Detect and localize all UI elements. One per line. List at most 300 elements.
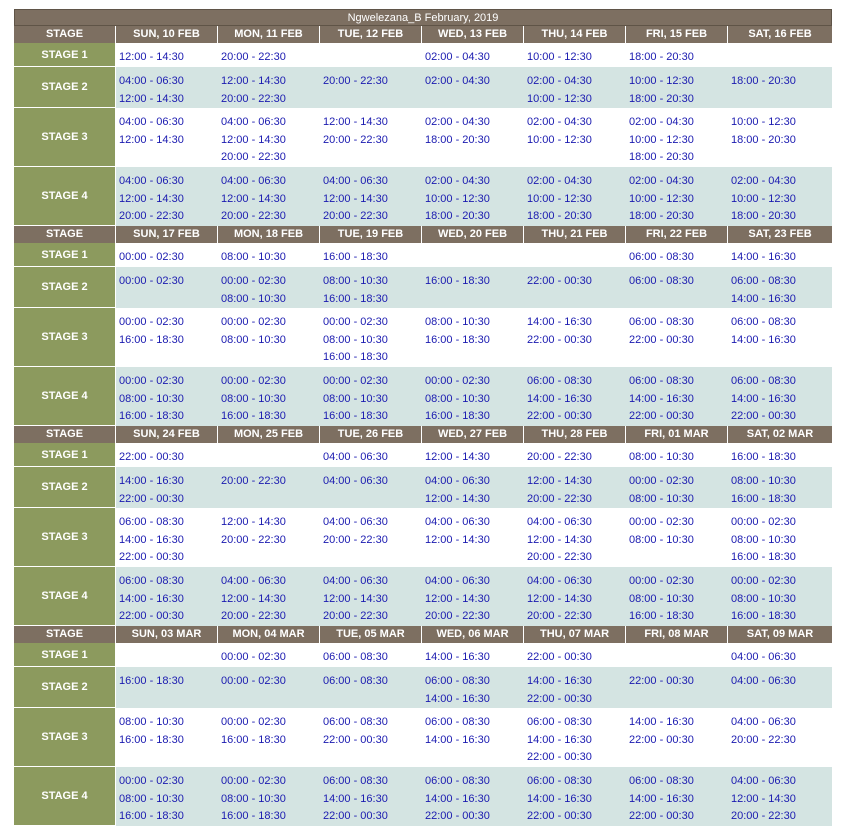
time-slot: 10:00 - 12:30 (527, 133, 592, 146)
time-slot: 12:00 - 14:30 (221, 133, 286, 146)
schedule-cell (422, 708, 524, 767)
time-slot: 20:00 - 22:30 (425, 610, 490, 622)
time-slot: 18:00 - 20:30 (731, 133, 796, 146)
time-slot: 16:00 - 18:30 (119, 675, 184, 687)
schedule-cell (320, 667, 422, 708)
stage-label: STAGE 3 (14, 708, 116, 767)
schedule-cell (524, 508, 626, 567)
time-slot: 04:00 - 06:30 (323, 175, 388, 187)
stage-row (14, 508, 832, 567)
time-slot: 20:00 - 22:30 (323, 533, 388, 546)
day-header: TUE, 12 FEB (320, 26, 422, 43)
stage-label: STAGE 2 (14, 67, 116, 108)
time-slot: 18:00 - 20:30 (629, 51, 694, 63)
time-slot: 16:00 - 18:30 (119, 410, 184, 422)
time-slot: 14:00 - 16:30 (527, 316, 592, 328)
schedule-cell (728, 708, 832, 767)
stage-label: STAGE 3 (14, 508, 116, 567)
day-header: TUE, 19 FEB (320, 226, 422, 243)
schedule-cell (218, 508, 320, 567)
time-slot: 18:00 - 20:30 (629, 92, 694, 105)
stage-row (14, 243, 832, 267)
schedule-cell (524, 467, 626, 508)
schedule-cell (320, 67, 422, 108)
schedule-cell (116, 567, 218, 626)
schedule-cell (116, 67, 218, 108)
time-slot: 04:00 - 06:30 (323, 451, 388, 463)
time-slot: 08:00 - 10:30 (221, 792, 286, 805)
schedule-cell (218, 243, 320, 267)
schedule-cell (524, 308, 626, 367)
schedule-cell (728, 167, 832, 226)
schedule-cell (320, 367, 422, 426)
time-slot: 06:00 - 08:30 (527, 775, 592, 787)
time-slot: 22:00 - 00:30 (425, 810, 490, 822)
schedule-cell (320, 167, 422, 226)
time-slot: 08:00 - 10:30 (221, 333, 286, 346)
time-slot: 12:00 - 14:30 (323, 116, 388, 128)
stage-row (14, 567, 832, 626)
time-slot: 06:00 - 08:30 (527, 375, 592, 387)
schedule-cell (320, 467, 422, 508)
time-slot: 22:00 - 00:30 (527, 651, 592, 663)
time-slot: 00:00 - 02:30 (221, 675, 286, 687)
schedule-sheet (14, 9, 832, 826)
schedule-cell (320, 443, 422, 467)
schedule-cell (524, 67, 626, 108)
day-header: SUN, 03 MAR (116, 626, 218, 643)
schedule-cell (626, 67, 728, 108)
time-slot: 12:00 - 14:30 (221, 75, 286, 87)
time-slot: 12:00 - 14:30 (221, 192, 286, 205)
time-slot: 22:00 - 00:30 (731, 410, 796, 422)
time-slot: 02:00 - 04:30 (425, 75, 490, 87)
time-slot: 12:00 - 14:30 (119, 133, 184, 146)
time-slot: 04:00 - 06:30 (221, 575, 286, 587)
time-slot: 16:00 - 18:30 (629, 610, 694, 622)
stage-row (14, 667, 832, 708)
stage-row (14, 267, 832, 308)
time-slot: 20:00 - 22:30 (731, 810, 796, 822)
schedule-cell (218, 643, 320, 667)
time-slot: 14:00 - 16:30 (323, 792, 388, 805)
time-slot: 20:00 - 22:30 (527, 551, 592, 563)
time-slot: 04:00 - 06:30 (323, 575, 388, 587)
time-slot: 00:00 - 02:30 (221, 275, 286, 287)
stage-label: STAGE 4 (14, 367, 116, 426)
time-slot: 20:00 - 22:30 (527, 610, 592, 622)
schedule-cell (218, 43, 320, 67)
time-slot: 04:00 - 06:30 (425, 475, 490, 487)
day-header: TUE, 26 FEB (320, 426, 422, 443)
schedule-cell (626, 467, 728, 508)
time-slot: 06:00 - 08:30 (425, 775, 490, 787)
day-header: TUE, 05 MAR (320, 626, 422, 643)
stage-label: STAGE 4 (14, 767, 116, 826)
time-slot: 06:00 - 08:30 (323, 775, 388, 787)
day-header: SAT, 23 FEB (728, 226, 832, 243)
schedule-cell (524, 708, 626, 767)
schedule-cell (728, 243, 832, 267)
day-header: THU, 07 MAR (524, 626, 626, 643)
time-slot: 12:00 - 14:30 (119, 51, 184, 63)
schedule-cell (422, 643, 524, 667)
schedule-cell (524, 108, 626, 167)
schedule-cell (728, 367, 832, 426)
time-slot: 20:00 - 22:30 (527, 451, 592, 463)
time-slot: 14:00 - 16:30 (629, 792, 694, 805)
time-slot: 00:00 - 02:30 (731, 516, 796, 528)
schedule-cell (728, 467, 832, 508)
time-slot: 06:00 - 08:30 (119, 516, 184, 528)
time-slot: 00:00 - 02:30 (221, 375, 286, 387)
time-slot: 06:00 - 08:30 (731, 316, 796, 328)
time-slot: 06:00 - 08:30 (629, 375, 694, 387)
day-header: SAT, 16 FEB (728, 26, 832, 43)
time-slot: 10:00 - 12:30 (731, 192, 796, 205)
schedule-cell (422, 267, 524, 308)
time-slot: 10:00 - 12:30 (425, 192, 490, 205)
schedule-cell (626, 167, 728, 226)
schedule-cell (218, 67, 320, 108)
schedule-cell (218, 567, 320, 626)
schedule-cell (422, 243, 524, 267)
stage-label: STAGE 3 (14, 108, 116, 167)
time-slot: 08:00 - 10:30 (629, 533, 694, 546)
time-slot: 16:00 - 18:30 (323, 292, 388, 305)
time-slot: 02:00 - 04:30 (629, 116, 694, 128)
time-slot: 16:00 - 18:30 (119, 810, 184, 822)
schedule-cell (626, 767, 728, 826)
time-slot: 12:00 - 14:30 (221, 516, 286, 528)
stage-column-header: STAGE (14, 226, 116, 243)
schedule-cell (626, 243, 728, 267)
schedule-cell (218, 367, 320, 426)
time-slot: 00:00 - 02:30 (119, 775, 184, 787)
schedule-cell (626, 43, 728, 67)
schedule-cell (626, 443, 728, 467)
schedule-cell (116, 643, 218, 667)
time-slot: 00:00 - 02:30 (221, 316, 286, 328)
day-header: SUN, 10 FEB (116, 26, 218, 43)
time-slot: 14:00 - 16:30 (425, 733, 490, 746)
time-slot: 02:00 - 04:30 (731, 175, 796, 187)
time-slot: 04:00 - 06:30 (731, 716, 796, 728)
day-header: MON, 04 MAR (218, 626, 320, 643)
time-slot: 12:00 - 14:30 (527, 592, 592, 605)
schedule-cell (218, 708, 320, 767)
schedule-cell (422, 308, 524, 367)
time-slot: 00:00 - 02:30 (221, 775, 286, 787)
stage-row (14, 108, 832, 167)
schedule-cell (422, 767, 524, 826)
time-slot: 02:00 - 04:30 (527, 75, 592, 87)
time-slot: 00:00 - 02:30 (629, 516, 694, 528)
schedule-cell (218, 767, 320, 826)
day-header: THU, 21 FEB (524, 226, 626, 243)
time-slot: 12:00 - 14:30 (527, 475, 592, 487)
time-slot: 04:00 - 06:30 (323, 475, 388, 487)
time-slot: 12:00 - 14:30 (323, 192, 388, 205)
stage-row (14, 67, 832, 108)
schedule-cell (422, 43, 524, 67)
schedule-cell (422, 67, 524, 108)
time-slot: 02:00 - 04:30 (629, 175, 694, 187)
time-slot: 04:00 - 06:30 (731, 775, 796, 787)
schedule-cell (626, 367, 728, 426)
schedule-cell (218, 267, 320, 308)
day-header: THU, 28 FEB (524, 426, 626, 443)
schedule-cell (728, 67, 832, 108)
time-slot: 22:00 - 00:30 (323, 810, 388, 822)
stage-label: STAGE 3 (14, 308, 116, 367)
time-slot: 04:00 - 06:30 (731, 675, 796, 687)
day-header: WED, 13 FEB (422, 26, 524, 43)
time-slot: 22:00 - 00:30 (527, 810, 592, 822)
time-slot: 02:00 - 04:30 (425, 175, 490, 187)
stage-row (14, 167, 832, 226)
schedule-cell (218, 108, 320, 167)
stage-label: STAGE 1 (14, 643, 116, 667)
schedule-cell (320, 643, 422, 667)
time-slot: 06:00 - 08:30 (323, 675, 388, 687)
schedule-cell (728, 308, 832, 367)
time-slot: 14:00 - 16:30 (119, 533, 184, 546)
schedule-cell (626, 667, 728, 708)
day-header: FRI, 01 MAR (626, 426, 728, 443)
time-slot: 22:00 - 00:30 (527, 333, 592, 346)
time-slot: 22:00 - 00:30 (527, 410, 592, 422)
time-slot: 14:00 - 16:30 (731, 392, 796, 405)
time-slot: 16:00 - 18:30 (119, 333, 184, 346)
schedule-cell (524, 767, 626, 826)
time-slot: 16:00 - 18:30 (221, 410, 286, 422)
stage-row (14, 467, 832, 508)
time-slot: 08:00 - 10:30 (629, 451, 694, 463)
schedule-cell (524, 567, 626, 626)
time-slot: 08:00 - 10:30 (221, 251, 286, 263)
time-slot: 10:00 - 12:30 (629, 133, 694, 146)
schedule-cell (728, 508, 832, 567)
time-slot: 14:00 - 16:30 (731, 251, 796, 263)
time-slot: 16:00 - 18:30 (221, 733, 286, 746)
time-slot: 04:00 - 06:30 (527, 575, 592, 587)
stage-row (14, 643, 832, 667)
stage-label: STAGE 1 (14, 443, 116, 467)
schedule-cell (728, 667, 832, 708)
time-slot: 14:00 - 16:30 (731, 292, 796, 305)
time-slot: 22:00 - 00:30 (527, 751, 592, 763)
stage-label: STAGE 2 (14, 267, 116, 308)
time-slot: 10:00 - 12:30 (527, 192, 592, 205)
schedule-cell (320, 708, 422, 767)
time-slot: 20:00 - 22:30 (323, 610, 388, 622)
time-slot: 16:00 - 18:30 (323, 251, 388, 263)
time-slot: 12:00 - 14:30 (425, 451, 490, 463)
time-slot: 14:00 - 16:30 (425, 792, 490, 805)
schedule-cell (116, 708, 218, 767)
time-slot: 10:00 - 12:30 (527, 51, 592, 63)
schedule-cell (524, 267, 626, 308)
time-slot: 08:00 - 10:30 (119, 392, 184, 405)
time-slot: 20:00 - 22:30 (221, 610, 286, 622)
time-slot: 20:00 - 22:30 (221, 51, 286, 63)
time-slot: 18:00 - 20:30 (731, 75, 796, 87)
time-slot: 16:00 - 18:30 (323, 410, 388, 422)
time-slot: 18:00 - 20:30 (629, 151, 694, 163)
schedule-cell (728, 43, 832, 67)
day-header: MON, 18 FEB (218, 226, 320, 243)
time-slot: 14:00 - 16:30 (527, 792, 592, 805)
time-slot: 16:00 - 18:30 (221, 810, 286, 822)
time-slot: 22:00 - 00:30 (119, 551, 184, 563)
week-header-row (14, 26, 832, 43)
schedule-cell (116, 308, 218, 367)
time-slot: 20:00 - 22:30 (527, 492, 592, 505)
schedule-cell (626, 108, 728, 167)
schedule-cell (116, 167, 218, 226)
time-slot: 00:00 - 02:30 (629, 575, 694, 587)
time-slot: 04:00 - 06:30 (221, 116, 286, 128)
schedule-cell (218, 667, 320, 708)
time-slot: 12:00 - 14:30 (425, 592, 490, 605)
schedule-cell (116, 667, 218, 708)
schedule-cell (524, 43, 626, 67)
time-slot: 20:00 - 22:30 (221, 475, 286, 487)
time-slot: 04:00 - 06:30 (425, 575, 490, 587)
time-slot: 14:00 - 16:30 (731, 333, 796, 346)
time-slot: 14:00 - 16:30 (527, 733, 592, 746)
day-header: FRI, 22 FEB (626, 226, 728, 243)
time-slot: 06:00 - 08:30 (731, 275, 796, 287)
time-slot: 08:00 - 10:30 (731, 592, 796, 605)
day-header: SAT, 02 MAR (728, 426, 832, 443)
schedule-cell (422, 167, 524, 226)
time-slot: 14:00 - 16:30 (629, 392, 694, 405)
time-slot: 08:00 - 10:30 (323, 333, 388, 346)
time-slot: 08:00 - 10:30 (731, 475, 796, 487)
schedule-cell (728, 643, 832, 667)
time-slot: 16:00 - 18:30 (119, 733, 184, 746)
stage-row (14, 308, 832, 367)
time-slot: 12:00 - 14:30 (731, 792, 796, 805)
time-slot: 06:00 - 08:30 (425, 716, 490, 728)
time-slot: 08:00 - 10:30 (629, 592, 694, 605)
time-slot: 20:00 - 22:30 (221, 210, 286, 222)
day-header: SAT, 09 MAR (728, 626, 832, 643)
schedule-cell (218, 167, 320, 226)
time-slot: 00:00 - 02:30 (629, 475, 694, 487)
schedule-cell (422, 508, 524, 567)
stage-row (14, 708, 832, 767)
time-slot: 22:00 - 00:30 (323, 733, 388, 746)
stage-label: STAGE 4 (14, 167, 116, 226)
time-slot: 12:00 - 14:30 (221, 592, 286, 605)
time-slot: 20:00 - 22:30 (221, 533, 286, 546)
time-slot: 20:00 - 22:30 (731, 733, 796, 746)
time-slot: 00:00 - 02:30 (119, 316, 184, 328)
schedule-cell (116, 43, 218, 67)
time-slot: 16:00 - 18:30 (731, 451, 796, 463)
time-slot: 04:00 - 06:30 (119, 116, 184, 128)
time-slot: 00:00 - 02:30 (119, 375, 184, 387)
schedule-cell (116, 508, 218, 567)
time-slot: 08:00 - 10:30 (221, 392, 286, 405)
weeks-container (14, 26, 832, 826)
time-slot: 06:00 - 08:30 (527, 716, 592, 728)
schedule-cell (626, 308, 728, 367)
schedule-cell (524, 243, 626, 267)
time-slot: 12:00 - 14:30 (323, 592, 388, 605)
stage-label: STAGE 1 (14, 43, 116, 67)
time-slot: 06:00 - 08:30 (629, 316, 694, 328)
schedule-cell (728, 443, 832, 467)
time-slot: 22:00 - 00:30 (119, 451, 184, 463)
time-slot: 02:00 - 04:30 (527, 175, 592, 187)
schedule-cell (728, 108, 832, 167)
stage-column-header: STAGE (14, 26, 116, 43)
schedule-cell (320, 308, 422, 367)
time-slot: 06:00 - 08:30 (629, 251, 694, 263)
schedule-cell (116, 267, 218, 308)
time-slot: 02:00 - 04:30 (425, 116, 490, 128)
schedule-cell (116, 767, 218, 826)
time-slot: 14:00 - 16:30 (425, 651, 490, 663)
stage-row (14, 43, 832, 67)
time-slot: 16:00 - 18:30 (731, 492, 796, 505)
day-header: MON, 25 FEB (218, 426, 320, 443)
time-slot: 04:00 - 06:30 (731, 651, 796, 663)
schedule-cell (116, 443, 218, 467)
time-slot: 22:00 - 00:30 (629, 410, 694, 422)
schedule-cell (626, 708, 728, 767)
schedule-cell (422, 108, 524, 167)
time-slot: 22:00 - 00:30 (629, 333, 694, 346)
time-slot: 08:00 - 10:30 (731, 533, 796, 546)
time-slot: 20:00 - 22:30 (119, 210, 184, 222)
time-slot: 22:00 - 00:30 (629, 733, 694, 746)
time-slot: 18:00 - 20:30 (731, 210, 796, 222)
time-slot: 10:00 - 12:30 (629, 192, 694, 205)
time-slot: 02:00 - 04:30 (425, 51, 490, 63)
schedule-cell (728, 267, 832, 308)
time-slot: 22:00 - 00:30 (629, 675, 694, 687)
time-slot: 16:00 - 18:30 (425, 410, 490, 422)
schedule-cell (524, 443, 626, 467)
schedule-cell (320, 508, 422, 567)
schedule-cell (524, 367, 626, 426)
time-slot: 22:00 - 00:30 (629, 810, 694, 822)
schedule-cell (728, 767, 832, 826)
time-slot: 18:00 - 20:30 (425, 210, 490, 222)
time-slot: 04:00 - 06:30 (527, 516, 592, 528)
time-slot: 14:00 - 16:30 (527, 675, 592, 687)
time-slot: 10:00 - 12:30 (527, 92, 592, 105)
schedule-cell (116, 367, 218, 426)
time-slot: 12:00 - 14:30 (425, 533, 490, 546)
time-slot: 04:00 - 06:30 (425, 516, 490, 528)
time-slot: 18:00 - 20:30 (527, 210, 592, 222)
schedule-cell (320, 43, 422, 67)
time-slot: 18:00 - 20:30 (629, 210, 694, 222)
schedule-cell (116, 467, 218, 508)
time-slot: 00:00 - 02:30 (731, 575, 796, 587)
time-slot: 08:00 - 10:30 (425, 316, 490, 328)
stage-label: STAGE 2 (14, 667, 116, 708)
time-slot: 10:00 - 12:30 (731, 116, 796, 128)
time-slot: 12:00 - 14:30 (425, 492, 490, 505)
schedule-cell (422, 467, 524, 508)
